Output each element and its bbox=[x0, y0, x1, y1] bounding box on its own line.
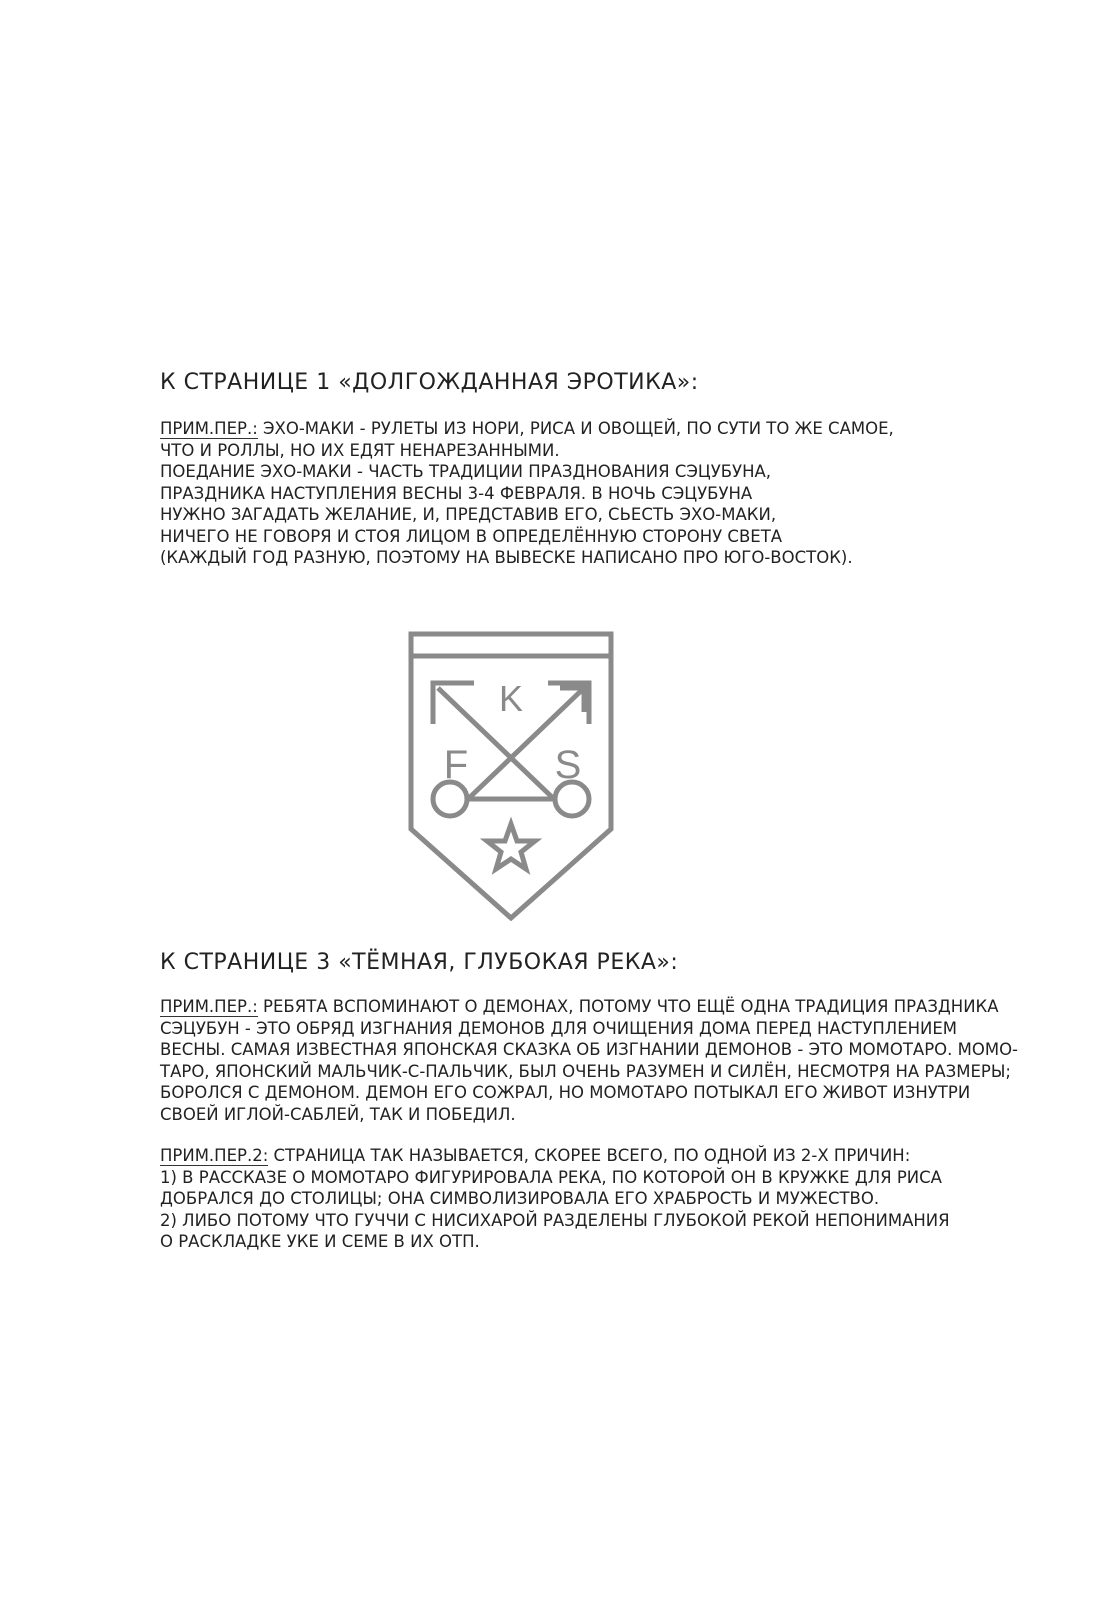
note-line: ТАРО, ЯПОНСКИЙ МАЛЬЧИК-С-ПАЛЬЧИК, БЫЛ ОЧЕНЬ РАЗУМЕН И СИЛЁН, НЕСМОТРЯ НА РАЗМЕРЫ; bbox=[160, 1061, 1011, 1081]
section1-heading: К СТРАНИЦЕ 1 «ДОЛГОЖДАННАЯ ЭРОТИКА»: bbox=[160, 370, 699, 395]
note-line: О РАСКЛАДКЕ УКЕ И СЕМЕ В ИХ ОТП. bbox=[160, 1232, 480, 1251]
note-text: ЭХО-МАКИ - РУЛЕТЫ ИЗ НОРИ, РИСА И ОВОЩЕЙ, ПО СУТИ ТО ЖЕ САМОЕ, bbox=[263, 419, 894, 438]
note-first-line bbox=[160, 996, 1000, 1018]
note-line: 2) ЛИБО ПОТОМУ ЧТО ГУЧЧИ С НИСИХАРОЙ РАЗДЕЛЕНЫ ГЛУБОКОЙ РЕКОЙ НЕПОНИМАНИЯ bbox=[160, 1210, 950, 1230]
note-line: БОРОЛСЯ С ДЕМОНОМ. ДЕМОН ЕГО СОЖРАЛ, НО МОМОТАРО ПОТЫКАЛ ЕГО ЖИВОТ ИЗНУТРИ bbox=[160, 1083, 971, 1102]
emblem-letter-f: F bbox=[443, 743, 469, 787]
wheel-right-circle bbox=[555, 782, 589, 816]
note-line: (КАЖДЫЙ ГОД РАЗНУЮ, ПОЭТОМУ НА ВЫВЕСКЕ НАПИСАНО ПРО ЮГО-ВОСТОК). bbox=[160, 548, 853, 567]
note-first-line bbox=[160, 1145, 1000, 1167]
emblem-letter-k: K bbox=[498, 678, 524, 719]
note-first-line bbox=[160, 418, 1000, 440]
note-line: СЭЦУБУН - ЭТО ОБРЯД ИЗГНАНИЯ ДЕМОНОВ ДЛЯ ОЧИЩЕНИЯ ДОМА ПЕРЕД НАСТУПЛЕНИЕМ bbox=[160, 1018, 958, 1038]
shield-crest-icon bbox=[408, 631, 614, 921]
section2-note2 bbox=[160, 1145, 1000, 1253]
note-line: НУЖНО ЗАГАДАТЬ ЖЕЛАНИЕ, И, ПРЕДСТАВИВ ЕГО, СЬЕСТЬ ЭХО-МАКИ, bbox=[160, 505, 777, 524]
section2-note1 bbox=[160, 996, 1019, 1125]
note-line: НИЧЕГО НЕ ГОВОРЯ И СТОЯ ЛИЦОМ В ОПРЕДЕЛЁННУЮ СТОРОНУ СВЕТА bbox=[160, 526, 783, 546]
note-label: ПРИМ.ПЕР.: bbox=[160, 419, 258, 438]
note-line: ДОБРАЛСЯ ДО СТОЛИЦЫ; ОНА СИМВОЛИЗИРОВАЛА ЕГО ХРАБРОСТЬ И МУЖЕСТВО. bbox=[160, 1189, 880, 1208]
note-line: ЧТО И РОЛЛЫ, НО ИХ ЕДЯТ НЕНАРЕЗАННЫМИ. bbox=[160, 440, 560, 460]
note-line: СВОЕЙ ИГЛОЙ-САБЛЕЙ, ТАК И ПОБЕДИЛ. bbox=[160, 1104, 516, 1124]
note-label: ПРИМ.ПЕР.2: bbox=[160, 1146, 269, 1165]
wheel-left-circle bbox=[433, 782, 467, 816]
star-icon bbox=[487, 824, 535, 869]
note-line: ПОЕДАНИЕ ЭХО-МАКИ - ЧАСТЬ ТРАДИЦИИ ПРАЗДНОВАНИЯ СЭЦУБУНА, bbox=[160, 462, 772, 481]
note-line: ВЕСНЫ. САМАЯ ИЗВЕСТНАЯ ЯПОНСКАЯ СКАЗКА ОБ ИЗГНАНИИ ДЕМОНОВ - ЭТО МОМОТАРО. МОМО- bbox=[160, 1040, 1019, 1059]
note-text: РЕБЯТА ВСПОМИНАЮТ О ДЕМОНАХ, ПОТОМУ ЧТО ЕЩЁ ОДНА ТРАДИЦИЯ ПРАЗДНИКА bbox=[263, 997, 999, 1016]
note-text: СТРАНИЦА ТАК НАЗЫВАЕТСЯ, СКОРЕЕ ВСЕГО, ПО ОДНОЙ ИЗ 2-Х ПРИЧИН: bbox=[273, 1146, 911, 1165]
note-line: 1) В РАССКАЗЕ О МОМОТАРО ФИГУРИРОВАЛА РЕКА, ПО КОТОРОЙ ОН В КРУЖКЕ ДЛЯ РИСА bbox=[160, 1167, 942, 1187]
note-line: ПРАЗДНИКА НАСТУПЛЕНИЯ ВЕСНЫ 3-4 ФЕВРАЛЯ. В НОЧЬ СЭЦУБУНА bbox=[160, 483, 753, 503]
section2-heading: К СТРАНИЦЕ 3 «ТЁМНАЯ, ГЛУБОКАЯ РЕКА»: bbox=[160, 950, 679, 975]
emblem-letter-s: S bbox=[554, 743, 582, 787]
section1-note bbox=[160, 418, 1000, 569]
note-label: ПРИМ.ПЕР.: bbox=[160, 997, 258, 1016]
